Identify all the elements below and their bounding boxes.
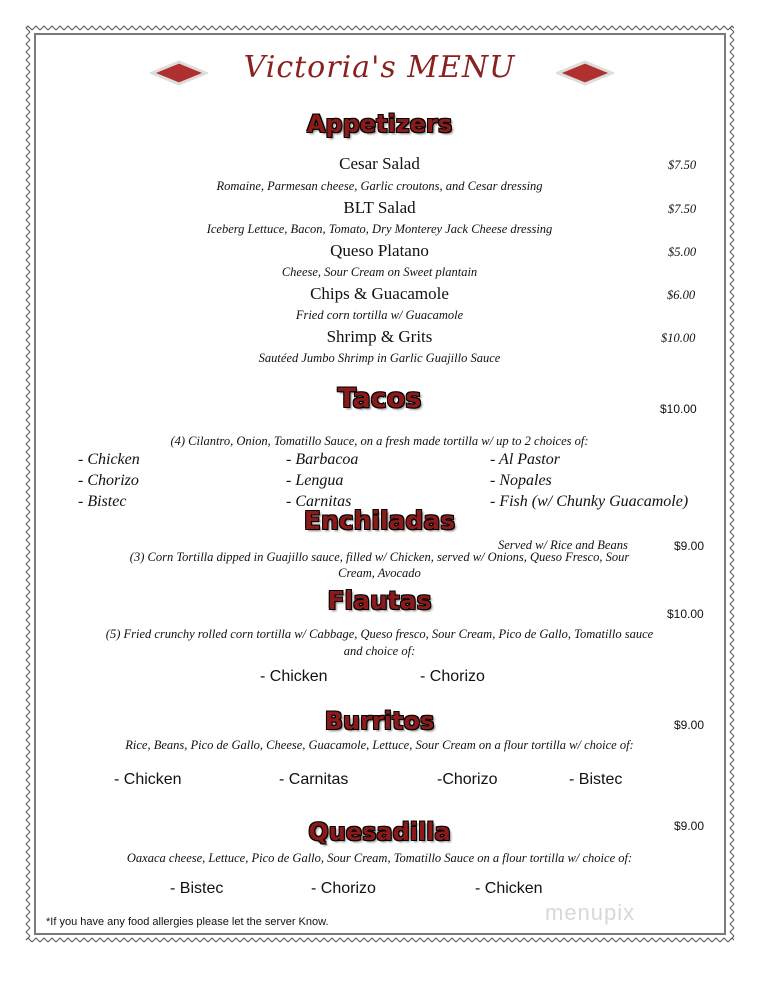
taco-choice: - Chicken (78, 451, 140, 468)
appetizers-heading: Appetizers (306, 110, 453, 138)
item-desc: Iceberg Lettuce, Bacon, Tomato, Dry Monterey Jack Cheese dressing (206, 222, 553, 236)
item-name: BLT Salad (343, 198, 416, 217)
burritos-heading: Burritos (324, 707, 435, 735)
tacos-desc: (4) Cilantro, Onion, Tomatillo Sauce, on a fresh made tortilla w/ up to 2 choices of: (170, 434, 589, 448)
taco-choice: - Carnitas (286, 493, 352, 510)
taco-choice: - Bistec (78, 493, 127, 510)
quesadilla-heading: Quesadilla (308, 818, 451, 846)
quesadilla-choice: - Bistec (170, 880, 224, 897)
taco-choice: - Chorizo (78, 472, 139, 489)
item-price: $10.00 (661, 331, 696, 345)
burritos-desc: Rice, Beans, Pico de Gallo, Cheese, Guacamole, Lettuce, Sour Cream on a flour tortilla w/ choice of: (125, 738, 634, 752)
enchiladas-price: $9.00 (674, 539, 705, 553)
flautas-price: $10.00 (667, 607, 704, 621)
quesadilla-desc: Oaxaca cheese, Lettuce, Pico de Gallo, Sour Cream, Tomatillo Sauce on a flour tortilla w/ choice of: (126, 851, 633, 865)
item-price: $5.00 (668, 245, 697, 259)
right-diamond-icon (556, 60, 614, 86)
burritos-choice: - Bistec (569, 771, 623, 788)
watermark: menupix (545, 900, 636, 925)
enchiladas-desc-2: Cream, Avocado (338, 566, 421, 580)
item-name: Chips & Guacamole (310, 284, 449, 303)
taco-choice: - Al Pastor (490, 451, 560, 468)
burritos-choice: -Chorizo (437, 771, 498, 788)
item-price: $6.00 (667, 288, 696, 302)
flautas-choice: - Chorizo (420, 668, 485, 685)
burritos-price: $9.00 (674, 718, 705, 732)
allergy-note: *If you have any food allergies please let the server Know. (46, 916, 329, 928)
flautas-desc-2: and choice of: (343, 644, 416, 658)
item-name: Cesar Salad (339, 154, 420, 173)
taco-choice: - Fish (w/ Chunky Guacamole) (490, 493, 689, 510)
menu-title: Victoria's MENU (243, 50, 516, 85)
quesadilla-price: $9.00 (674, 819, 705, 833)
quesadilla-choice: - Chorizo (311, 880, 376, 897)
enchiladas-served: Served w/ Rice and Beans (498, 538, 628, 552)
flautas-choice: - Chicken (260, 668, 328, 685)
burritos-choice: - Carnitas (279, 771, 349, 788)
item-desc: Fried corn tortilla w/ Guacamole (295, 308, 464, 322)
flautas-desc-1: (5) Fried crunchy rolled corn tortilla w/ Cabbage, Queso fresco, Sour Cream, Pico de Gallo, Tomatillo sauce (105, 627, 654, 641)
taco-choice: - Lengua (286, 472, 344, 489)
item-name: Queso Platano (330, 241, 429, 260)
flautas-heading: Flautas (327, 586, 432, 615)
item-name: Shrimp & Grits (326, 327, 433, 346)
tacos-price: $10.00 (660, 402, 697, 416)
tacos-heading: Tacos (337, 383, 422, 414)
item-desc: Sautéed Jumbo Shrimp in Garlic Guajillo Sauce (258, 351, 501, 365)
burritos-choice: - Chicken (114, 771, 182, 788)
taco-choice: - Nopales (490, 472, 552, 489)
enchiladas-heading: Enchiladas (303, 506, 456, 535)
item-price: $7.50 (668, 202, 697, 216)
quesadilla-choice: - Chicken (475, 880, 543, 897)
enchiladas-desc-1: (3) Corn Tortilla dipped in Guajillo sauce, filled w/ Chicken, served w/ Onions, Queso Fresco, Sour (129, 550, 630, 564)
item-price: $7.50 (668, 158, 697, 172)
item-desc: Romaine, Parmesan cheese, Garlic croutons, and Cesar dressing (216, 179, 543, 193)
item-desc: Cheese, Sour Cream on Sweet plantain (281, 265, 478, 279)
taco-choice: - Barbacoa (286, 451, 359, 468)
